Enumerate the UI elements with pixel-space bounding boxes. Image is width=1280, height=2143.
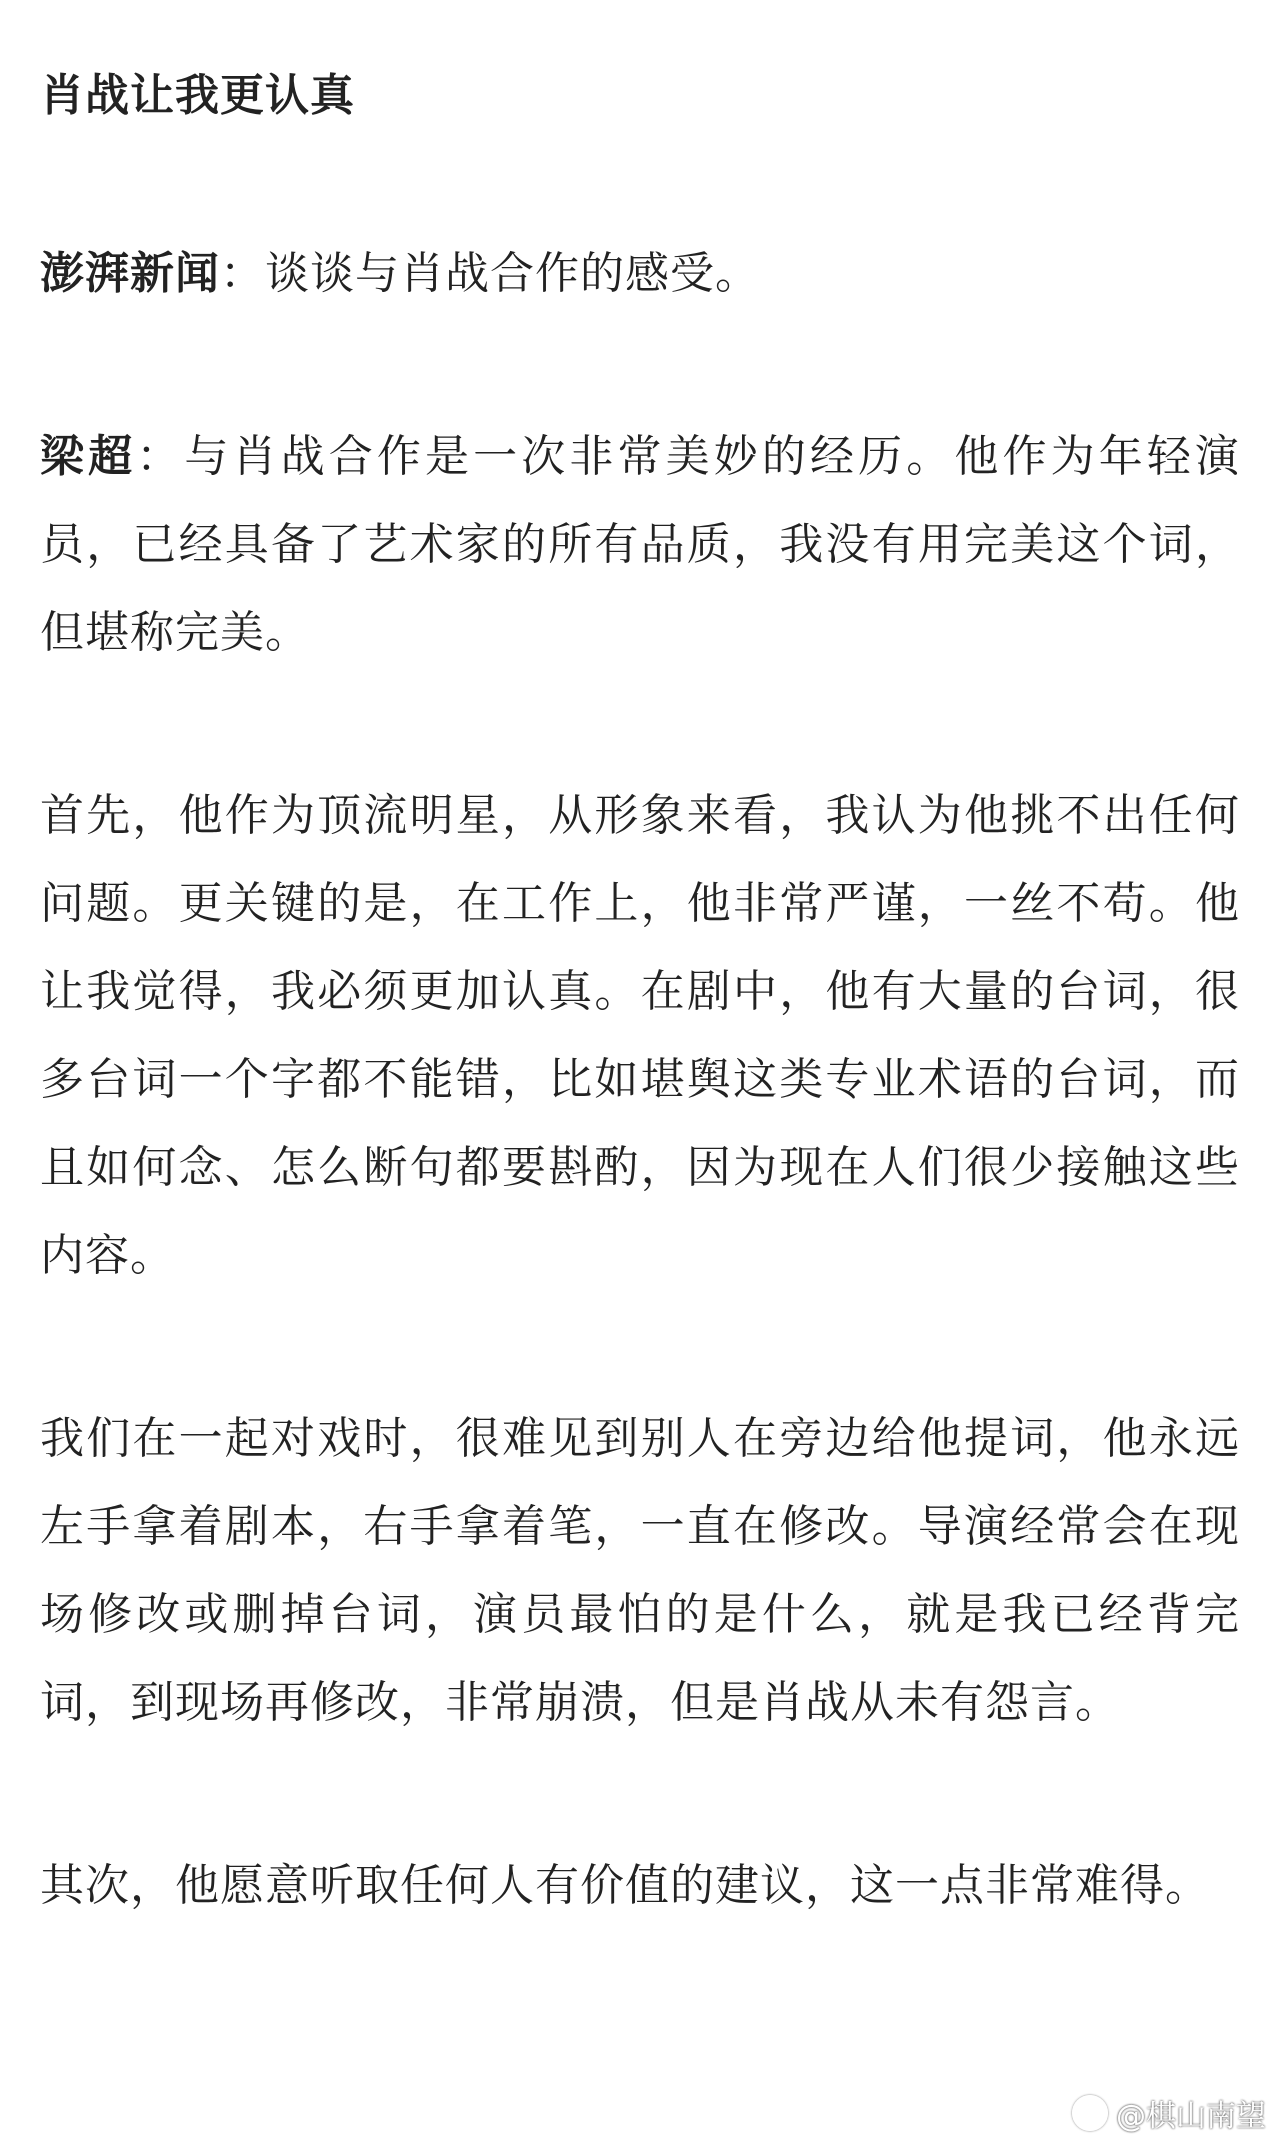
article-title: 肖战让我更认真 — [40, 70, 355, 121]
spacer — [40, 1300, 1240, 1395]
article — [40, 52, 1240, 1930]
body-paragraph: 其次，他愿意听取任何人有价值的建议，这一点非常难得。 — [40, 1860, 1210, 1911]
question-text: ：谈谈与肖战合作的感受。 — [220, 248, 760, 299]
spacer — [40, 140, 1240, 230]
answer-text: ：与肖战合作是一次非常美妙的经历。他作为年轻演员，已经具备了艺术家的所有品质，我没有用完美这个词，但堪称完美。 — [40, 431, 1240, 658]
spacer — [40, 1747, 1240, 1842]
body-paragraph: 我们在一起对戏时，很难见到别人在旁边给他提词，他永远左手拿着剧本，右手拿着笔，一直在修改。导演经常会在现场修改或删掉台词，演员最怕的是什么，就是我已经背完词，到现场再修改，非常崩溃，但是肖战从未有怨言。 — [40, 1413, 1240, 1728]
spacer — [40, 318, 1240, 413]
watermark — [1072, 2091, 1266, 2135]
spacer — [40, 677, 1240, 772]
interviewer-name: 澎湃新闻 — [40, 248, 220, 299]
answer-paragraph — [40, 413, 1240, 677]
question-paragraph — [40, 230, 1240, 318]
watermark-text: @棋山南望 — [1116, 2099, 1266, 2134]
interviewee-name: 梁超 — [40, 431, 137, 482]
weibo-logo-icon — [1072, 2095, 1108, 2131]
body-paragraph: 首先，他作为顶流明星，从形象来看，我认为他挑不出任何问题。更关键的是，在工作上，他非常严谨，一丝不苟。他让我觉得，我必须更加认真。在剧中，他有大量的台词，很多台词一个字都不能错，比如堪舆这类专业术语的台词，而且如何念、怎么断句都要斟酌，因为现在人们很少接触这些内容。 — [40, 790, 1240, 1281]
